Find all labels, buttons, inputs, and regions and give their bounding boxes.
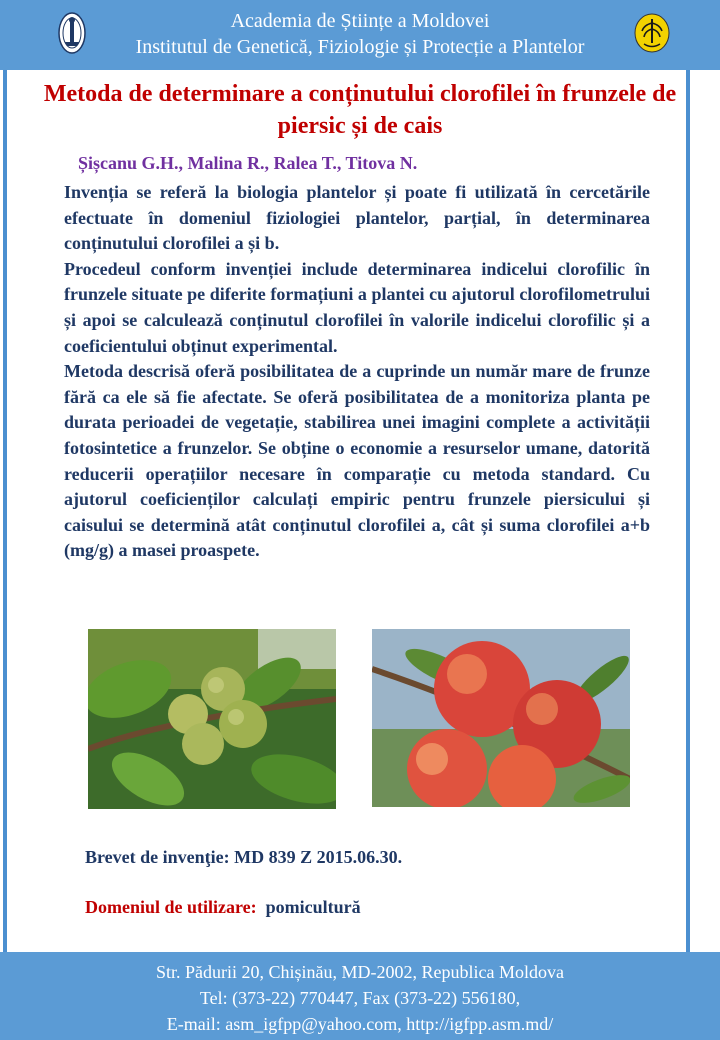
footer-band	[0, 952, 720, 1040]
authors: Șișcanu G.H., Malina R., Ralea T., Titova N.	[78, 153, 418, 173]
left-frame-border	[3, 0, 7, 1040]
apricot-photo	[88, 629, 336, 809]
right-frame-border	[686, 0, 690, 1040]
patent-info: Brevet de invenţie: MD 839 Z 2015.06.30.	[85, 847, 403, 867]
footer-phone: Tel: (373-22) 770447, Fax (373-22) 556180,	[199, 988, 521, 1008]
header-band	[0, 0, 720, 70]
paragraph-invention: Invenția se referă la biologia plantelor și poate fi utilizată în cercetările efectuate în domeniul fiziologiei plantelor, parțial, în determinarea conținutului clorofilei a și b.	[64, 182, 650, 254]
peach-photo	[372, 629, 630, 807]
footer-contact[interactable]: E-mail: asm_igfpp@yahoo.com, http://igfpp.asm.md/	[166, 1014, 554, 1034]
footer-address: Str. Pădurii 20, Chișinău, MD-2002, Republica Moldova	[156, 962, 564, 982]
institute-logo-icon	[634, 13, 670, 53]
academy-name: Academia de Științe a Moldovei	[230, 10, 490, 32]
paragraph-procedure: Procedeul conform invenției include determinarea indicelui clorofilic în frunzele situate pe diferite formațiuni a plantei cu ajutorul clorofilometrului și apoi se calculează conținutul clorofilei în valorile indicelui clorofilic și a coeficientului obținut experimental.	[64, 258, 650, 356]
description	[64, 180, 650, 564]
paragraph-method: Metoda descrisă oferă posibilitatea de a cuprinde un număr mare de frunze fără ca ele să fie afectate. Se oferă posibilitatea de a monitoriza planta pe durata perioadei de vegetație, stabilirea unei imagini complete a activității fotosintetice a frunzelor. Se obține o economie a resurselor umane, datorită reducerii operațiilor necesare în comparație cu metoda standard. Cu ajutorul coeficienților calculați empiric pentru frunzele piersicului și caisului se determină atât conținutul clorofilei a, cât și suma clorofilei a+b (mg/g) a masei proaspete.	[64, 361, 650, 561]
usage-domain	[85, 897, 361, 918]
page-title: Metoda de determinare a conținutului clorofilei în frunzele de piersic și de cais	[43, 81, 677, 139]
institute-name: Institutul de Genetică, Fiziologie și Protecție a Plantelor	[135, 36, 585, 58]
usage-domain-label: Domeniul de utilizare:	[85, 897, 257, 917]
usage-domain-value: pomicultură	[265, 897, 361, 917]
